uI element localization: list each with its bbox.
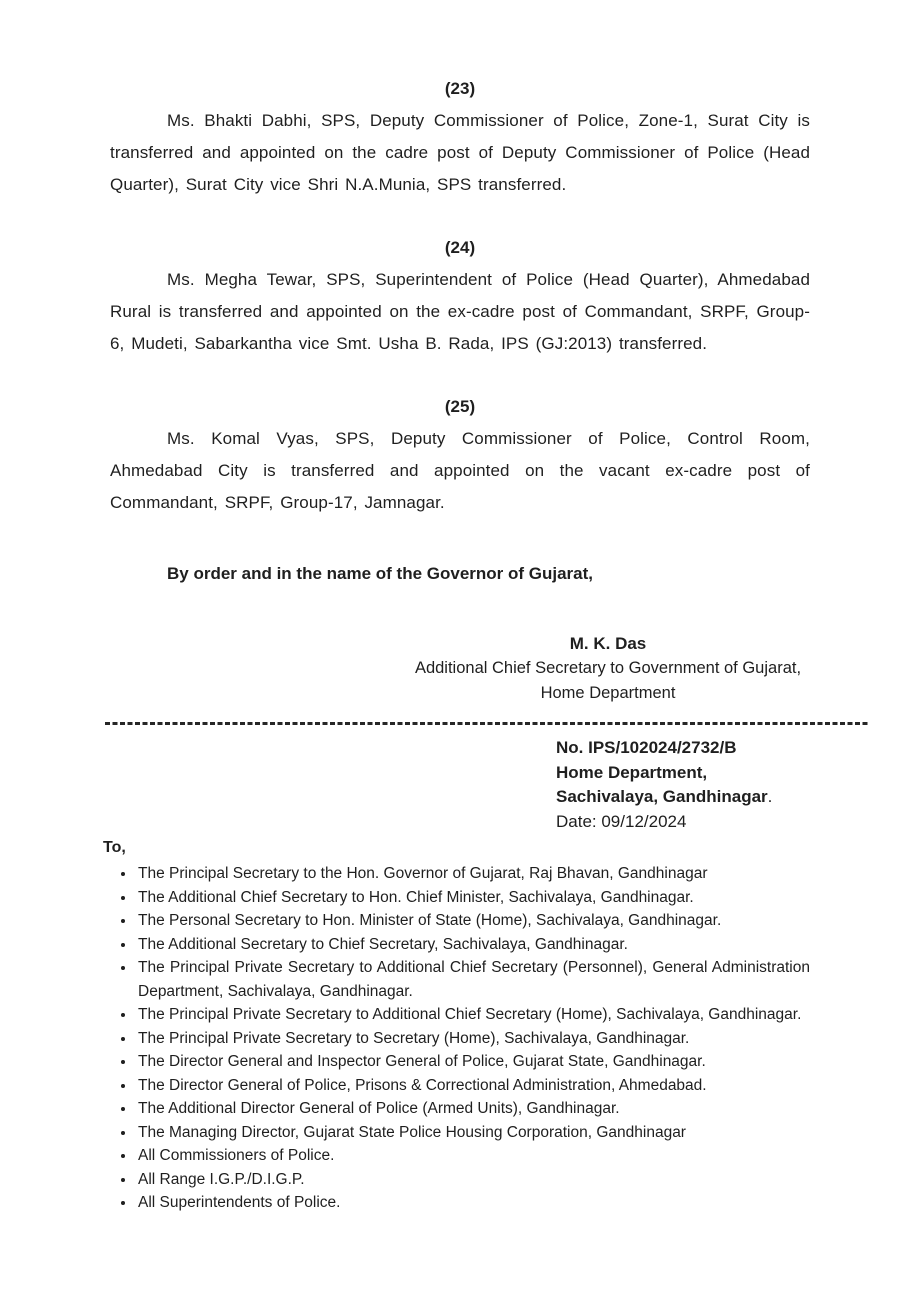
reference-department: Home Department, xyxy=(556,762,708,782)
recipient-item: • All Commissioners of Police. xyxy=(136,1144,810,1168)
order-paragraph-25: Ms. Komal Vyas, SPS, Deputy Commissioner of Police, Control Room, Ahmedabad City is transferred and appointed on the vacant ex-cadre post of Commandant, SRPF, Group-17, Jamnagar. xyxy=(110,429,810,512)
recipient-item: • All Range I.G.P./D.I.G.P. xyxy=(136,1168,810,1192)
reference-place xyxy=(556,785,810,810)
reference-date: Date: 09/12/2024 xyxy=(556,811,687,831)
recipient-item: • The Principal Secretary to the Hon. Governor of Gujarat, Raj Bhavan, Gandhinagar xyxy=(136,862,810,886)
reference-place-period: . xyxy=(767,787,773,806)
recipient-item: • The Additional Chief Secretary to Hon. Chief Minister, Sachivalaya, Gandhinagar. xyxy=(136,886,810,910)
recipient-item: • The Principal Private Secretary to Additional Chief Secretary (Personnel), General Administration Department, Sachivalaya, Gandhinagar. xyxy=(136,956,810,1003)
recipient-item: • The Principal Private Secretary to Secretary (Home), Sachivalaya, Gandhinagar. xyxy=(136,1027,810,1051)
transfer-order-23 xyxy=(110,78,810,201)
recipients-label: To, xyxy=(103,839,126,856)
order-number-24: (24) xyxy=(444,238,476,257)
order-number-23: (23) xyxy=(444,79,476,98)
by-order-clause: By order and in the name of the Governor of Gujarat, xyxy=(167,564,594,583)
reference-number: No. IPS/102024/2732/B xyxy=(556,738,737,757)
recipient-item: • The Additional Secretary to Chief Secretary, Sachivalaya, Gandhinagar. xyxy=(136,933,810,957)
recipient-item: • The Director General of Police, Prisons & Correctional Administration, Ahmedabad. xyxy=(136,1074,810,1098)
signature-block xyxy=(348,631,868,706)
signatory-department: Home Department xyxy=(540,684,676,702)
order-number-25: (25) xyxy=(444,397,476,416)
transfer-order-25 xyxy=(110,396,810,519)
recipients-list xyxy=(110,862,810,1215)
signatory-name: M. K. Das xyxy=(569,634,647,653)
recipient-item: • All Superintendents of Police. xyxy=(136,1191,810,1215)
order-paragraph-24: Ms. Megha Tewar, SPS, Superintendent of Police (Head Quarter), Ahmedabad Rural is transferred and appointed on the ex-cadre post of Commandant, SRPF, Group-6, Mudeti, Sabarkantha vice Smt. Usha B. Rada, IPS (GJ:2013) transferred. xyxy=(110,270,810,353)
recipient-item: • The Principal Private Secretary to Additional Chief Secretary (Home), Sachivalaya, Gandhinagar. xyxy=(136,1003,810,1027)
reference-block xyxy=(556,736,810,834)
reference-place-text: Sachivalaya, Gandhinagar xyxy=(556,787,768,806)
recipient-item: • The Director General and Inspector General of Police, Gujarat State, Gandhinagar. xyxy=(136,1050,810,1074)
recipient-item: • The Managing Director, Gujarat State Police Housing Corporation, Gandhinagar xyxy=(136,1121,810,1145)
dashed-separator-line xyxy=(105,722,870,725)
order-paragraph-23: Ms. Bhakti Dabhi, SPS, Deputy Commissioner of Police, Zone-1, Surat City is transferred and appointed on the cadre post of Deputy Commissioner of Police (Head Quarter), Surat City vice Shri N.A.Munia, SPS transferred. xyxy=(110,111,810,194)
transfer-order-24 xyxy=(110,237,810,360)
recipient-item: • The Personal Secretary to Hon. Minister of State (Home), Sachivalaya, Gandhinagar. xyxy=(136,909,810,933)
signatory-title: Additional Chief Secretary to Government of Gujarat, xyxy=(414,659,802,677)
recipient-item: • The Additional Director General of Police (Armed Units), Gandhinagar. xyxy=(136,1097,810,1121)
